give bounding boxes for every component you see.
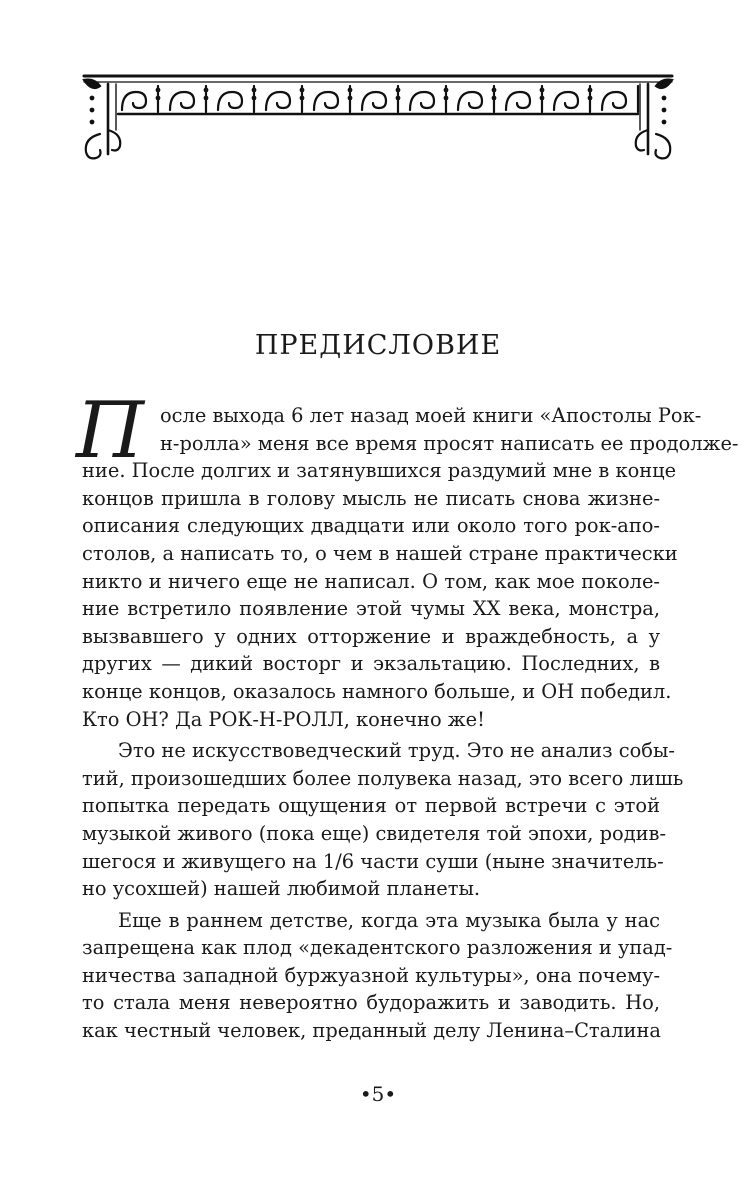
text-line: осле выхода 6 лет назад моей книги «Апостолы Рок- (160, 404, 702, 427)
page-number: •5• (359, 1082, 397, 1106)
text-line: концов пришла в голову мысль не писать снова жизне- (82, 486, 660, 510)
text-line: н-ролла» меня все время просят написать ее продолже- (160, 431, 739, 455)
text-line: попытка передать ощущения от первой встречи с этой (82, 794, 660, 818)
text-line: Кто ОН? Да РОК-Н-РОЛЛ, конечно же! (82, 707, 485, 731)
text-line: столов, а написать то, о чем в нашей стране практически (82, 541, 678, 565)
text-line: Это не искусствоведческий труд. Это не анализ собы- (118, 739, 675, 763)
text-line: вызвавшего у одних отторжение и враждебность, а у (82, 624, 660, 648)
chapter-heading: ПРЕДИСЛОВИЕ (254, 330, 502, 361)
text-line: других — дикий восторг и экзальтацию. Последних, в (82, 652, 660, 676)
text-line: ничества западной буржуазной культуры», она почему- (82, 963, 661, 987)
text-line: никто и ничего еще не написал. О том, как мое поколе- (82, 569, 660, 593)
text-line: как честный человек, преданный делу Ленина–Сталина (82, 1019, 661, 1043)
text-line: ние. После долгих и затянувшихся раздумий мне в конце (82, 459, 677, 483)
text-line: конце концов, оказалось намного больше, и ОН победил. (82, 679, 672, 703)
text-line: но усохшей) нашей любимой планеты. (82, 877, 481, 901)
text-line: описания следующих двадцати или около того рок-апо- (82, 514, 660, 538)
text-line: ние встретило появление этой чумы ХХ века, монстра, (82, 597, 660, 621)
body-text (76, 386, 739, 1045)
text-line: шегося и живущего на 1/6 части суши (ныне значитель- (82, 849, 664, 873)
drop-cap: П (76, 386, 145, 476)
text-line: запрещена как плод «декадентского разложения и упад- (82, 936, 673, 960)
decorative-header-ornament (78, 70, 678, 162)
text-line: Еще в раннем детстве, когда эта музыка была у нас (118, 908, 660, 932)
text-line: тий, произошедших более полувека назад, это всего лишь (82, 766, 684, 790)
text-line: музыкой живого (пока еще) свидетеля той эпохи, родив- (82, 821, 667, 845)
text-line: то стала меня невероятно будоражить и заводить. Но, (82, 991, 660, 1015)
